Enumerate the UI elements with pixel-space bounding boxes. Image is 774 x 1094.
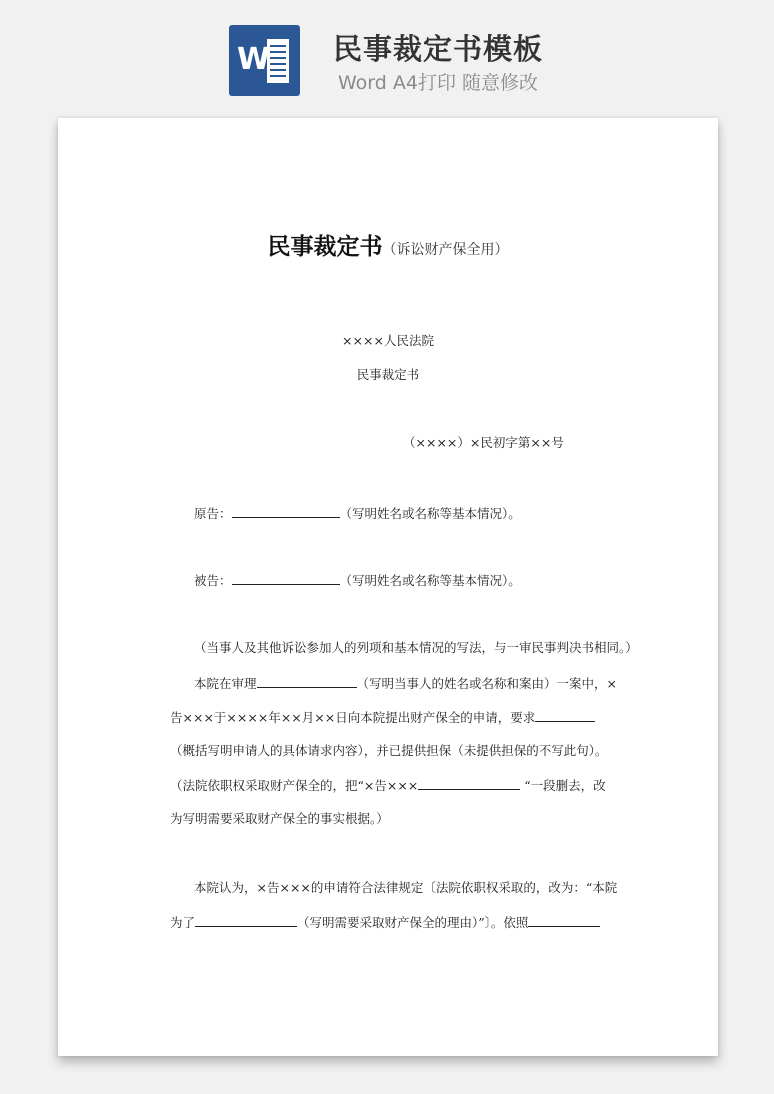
para2-line2 bbox=[170, 708, 595, 727]
para2-line4 bbox=[170, 776, 606, 795]
request-blank bbox=[535, 708, 595, 722]
defendant-label: 被告： bbox=[194, 573, 232, 588]
case-blank bbox=[257, 674, 357, 688]
header-subtitle: Word A4打印 随意修改 bbox=[337, 72, 538, 94]
para2-line1 bbox=[194, 674, 617, 693]
para2-line5: 为写明需要采取财产保全的事实根据。） bbox=[170, 811, 389, 826]
court-name: ××××人民法院 bbox=[342, 333, 434, 348]
para2-l1-b: （写明当事人的姓名或名称和案由）一案中，× bbox=[356, 676, 617, 691]
plaintiff-line bbox=[194, 504, 521, 523]
document-lines-icon bbox=[267, 39, 289, 83]
para2-l1-a: 本院在审理 bbox=[194, 676, 257, 691]
defendant-note: （写明姓名或名称等基本情况）。 bbox=[339, 573, 521, 588]
word-icon bbox=[229, 25, 300, 96]
defendant-line bbox=[194, 571, 521, 590]
word-letter: W bbox=[237, 42, 271, 77]
para2-l2: 告×××于××××年××月××日向本院提出财产保全的申请，要求 bbox=[170, 710, 536, 725]
document-title-main: 民事裁定书 bbox=[267, 234, 383, 260]
para3-line1: 本院认为，×告×××的申请符合法律规定〔法院依职权采取的，改为：“本院 bbox=[194, 880, 618, 895]
para3-l2-a: 为了 bbox=[170, 915, 196, 930]
para3-l2-b: （写明需要采取财产保全的理由）”〕。依照 bbox=[297, 915, 529, 930]
para2-l4-a: （法院依职权采取财产保全的，把“×告××× bbox=[170, 778, 419, 793]
document-page bbox=[58, 118, 718, 1056]
para1: （当事人及其他诉讼参加人的列项和基本情况的写法，与一审民事判决书相同。） bbox=[194, 640, 638, 655]
para3-line2 bbox=[170, 913, 600, 932]
para2-line3: （概括写明申请人的具体请求内容），并已提供担保（未提供担保的不写此句）。 bbox=[170, 743, 608, 758]
header-title: 民事裁定书模板 bbox=[332, 32, 543, 66]
document-title bbox=[58, 231, 718, 266]
header bbox=[0, 0, 774, 118]
doc-type: 民事裁定书 bbox=[356, 367, 420, 382]
reason-blank bbox=[195, 913, 297, 927]
plaintiff-blank bbox=[232, 504, 340, 518]
plaintiff-label: 原告： bbox=[194, 506, 232, 521]
plaintiff-note: （写明姓名或名称等基本情况）。 bbox=[339, 506, 521, 521]
document-title-paren: （诉讼财产保全用） bbox=[382, 242, 509, 258]
case-number: （××××）×民初字第××号 bbox=[403, 435, 564, 450]
para2-l4-b: “一段删去，改 bbox=[524, 778, 606, 793]
defendant-blank bbox=[232, 571, 340, 585]
law-blank bbox=[528, 913, 600, 927]
fact-blank bbox=[418, 776, 520, 790]
